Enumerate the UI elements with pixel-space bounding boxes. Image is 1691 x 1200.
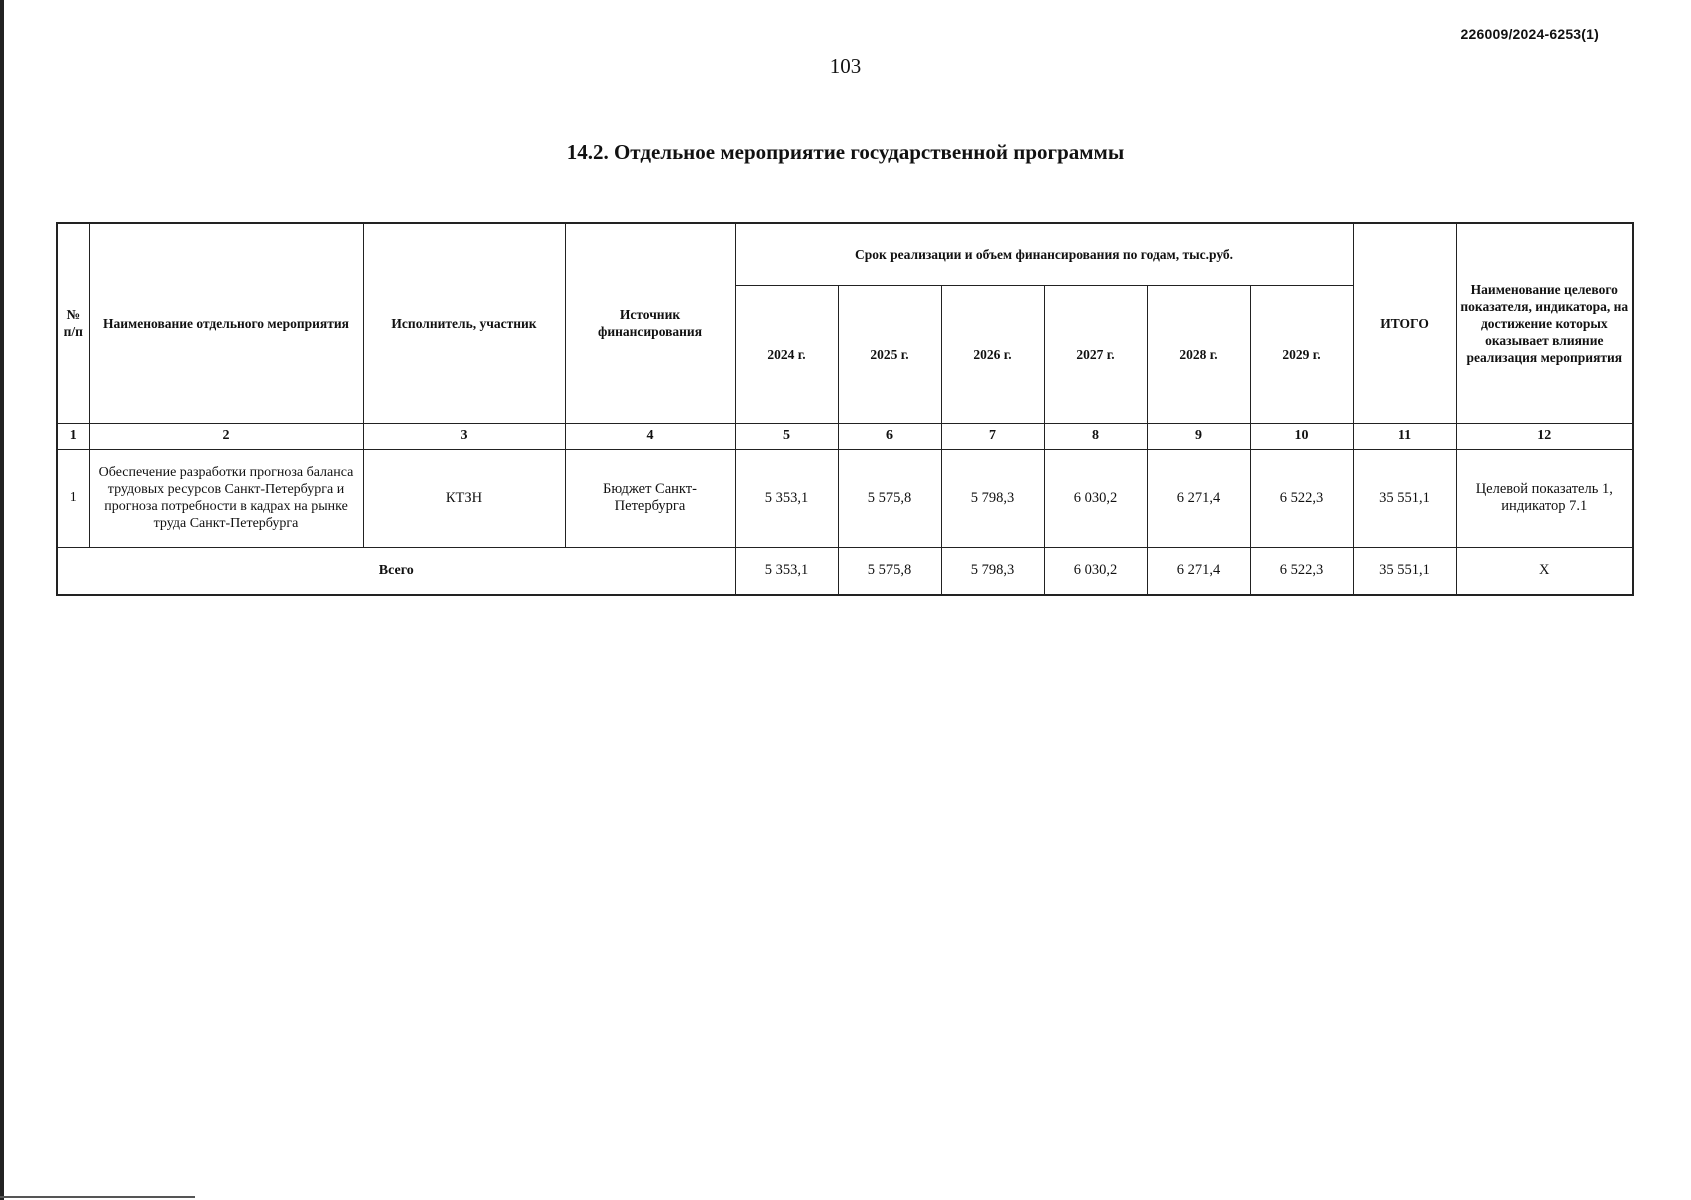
row-value-2025: 5 575,8 bbox=[838, 449, 941, 547]
column-number: 9 bbox=[1147, 423, 1250, 449]
total-value-2027: 6 030,2 bbox=[1044, 547, 1147, 595]
header-indicator: Наименование целевого показателя, индикатора, на достижение которых оказывает влияние реализация мероприятия bbox=[1456, 223, 1633, 423]
header-source: Источник финансирования bbox=[565, 223, 735, 423]
header-year: 2026 г. bbox=[941, 285, 1044, 423]
row-value-2024: 5 353,1 bbox=[735, 449, 838, 547]
header-executor: Исполнитель, участник bbox=[363, 223, 565, 423]
header-year: 2027 г. bbox=[1044, 285, 1147, 423]
row-num: 1 bbox=[57, 449, 89, 547]
column-number: 7 bbox=[941, 423, 1044, 449]
funding-table bbox=[56, 222, 1634, 596]
row-value-2026: 5 798,3 bbox=[941, 449, 1044, 547]
table-row bbox=[57, 449, 1633, 547]
column-number: 10 bbox=[1250, 423, 1353, 449]
column-number: 1 bbox=[57, 423, 89, 449]
total-label: Всего bbox=[57, 547, 735, 595]
row-value-2029: 6 522,3 bbox=[1250, 449, 1353, 547]
total-value-2026: 5 798,3 bbox=[941, 547, 1044, 595]
total-value-2028: 6 271,4 bbox=[1147, 547, 1250, 595]
header-name: Наименование отдельного мероприятия bbox=[89, 223, 363, 423]
header-year: 2025 г. bbox=[838, 285, 941, 423]
document-id: 226009/2024-6253(1) bbox=[1460, 26, 1599, 42]
row-source: Бюджет Санкт-Петербурга bbox=[565, 449, 735, 547]
header-row-top bbox=[57, 223, 1633, 285]
scan-left-edge bbox=[0, 0, 4, 1200]
row-executor: КТЗН bbox=[363, 449, 565, 547]
header-total: ИТОГО bbox=[1353, 223, 1456, 423]
header-year: 2028 г. bbox=[1147, 285, 1250, 423]
row-measure-name: Обеспечение разработки прогноза баланса трудовых ресурсов Санкт-Петербурга и прогноза потребности в кадрах на рынке труда Санкт-Петербурга bbox=[89, 449, 363, 547]
column-number-row bbox=[57, 423, 1633, 449]
scan-bottom-mark bbox=[0, 1196, 195, 1198]
total-grand: 35 551,1 bbox=[1353, 547, 1456, 595]
column-number: 6 bbox=[838, 423, 941, 449]
page-number: 103 bbox=[829, 54, 862, 78]
header-year: 2024 г. bbox=[735, 285, 838, 423]
column-number: 8 bbox=[1044, 423, 1147, 449]
column-number: 12 bbox=[1456, 423, 1633, 449]
section-title: 14.2. Отдельное мероприятие государственной программы bbox=[566, 140, 1125, 164]
header-num: № п/п bbox=[57, 223, 89, 423]
total-value-2029: 6 522,3 bbox=[1250, 547, 1353, 595]
row-value-2027: 6 030,2 bbox=[1044, 449, 1147, 547]
row-value-2028: 6 271,4 bbox=[1147, 449, 1250, 547]
column-number: 5 bbox=[735, 423, 838, 449]
row-total: 35 551,1 bbox=[1353, 449, 1456, 547]
row-indicator: Целевой показатель 1, индикатор 7.1 bbox=[1456, 449, 1633, 547]
total-indicator: Х bbox=[1456, 547, 1633, 595]
header-period-group: Срок реализации и объем финансирования по годам, тыс.руб. bbox=[735, 223, 1353, 285]
total-value-2024: 5 353,1 bbox=[735, 547, 838, 595]
column-number: 4 bbox=[565, 423, 735, 449]
column-number: 2 bbox=[89, 423, 363, 449]
total-value-2025: 5 575,8 bbox=[838, 547, 941, 595]
total-row bbox=[57, 547, 1633, 595]
header-year: 2029 г. bbox=[1250, 285, 1353, 423]
column-number: 3 bbox=[363, 423, 565, 449]
column-number: 11 bbox=[1353, 423, 1456, 449]
